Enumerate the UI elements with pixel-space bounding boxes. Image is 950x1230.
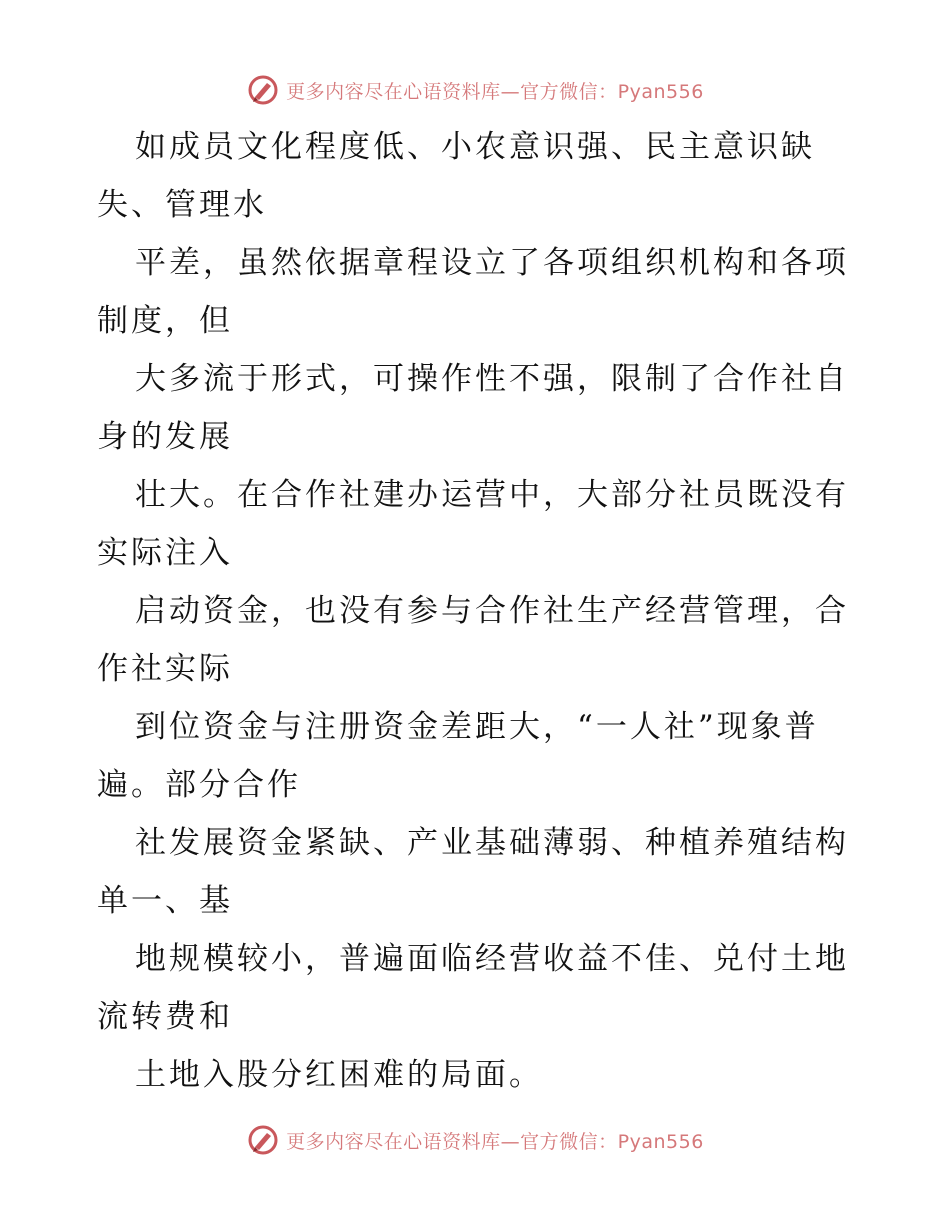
footer-watermark (0, 1120, 950, 1160)
text-line: 地规模较小，普遍面临经营收益不佳、兑付土地 (135, 941, 849, 977)
text-line: 制度，但 (97, 303, 233, 339)
text-line: 单一、基 (97, 883, 233, 919)
watermark-text: 更多内容尽在心语资料库—官方微信：Pyan556 (286, 80, 704, 103)
text-line: 失、管理水 (97, 187, 267, 223)
text-line: 身的发展 (97, 419, 233, 455)
text-line: 遍。部分合作 (97, 767, 301, 803)
pen-logo-icon (246, 73, 280, 107)
text-line: 启动资金，也没有参与合作社生产经营管理，合 (135, 593, 849, 629)
text-line: 社发展资金紧缺、产业基础薄弱、种植养殖结构 (135, 825, 849, 861)
text-line: 如成员文化程度低、小农意识强、民主意识缺 (135, 129, 815, 165)
text-line: 流转费和 (97, 999, 233, 1035)
text-line: 壮大。在合作社建办运营中，大部分社员既没有 (135, 477, 849, 513)
pen-logo-icon (246, 1123, 280, 1157)
header-watermark (0, 70, 950, 110)
watermark-text: 更多内容尽在心语资料库—官方微信：Pyan556 (286, 1130, 704, 1153)
text-line: 土地入股分红困难的局面。 (135, 1057, 543, 1093)
text-line: 大多流于形式，可操作性不强，限制了合作社自 (135, 361, 849, 397)
text-line: 作社实际 (97, 651, 233, 687)
document-body (97, 118, 857, 1104)
text-line: 到位资金与注册资金差距大，“一人社”现象普 (135, 709, 819, 745)
text-line: 实际注入 (97, 535, 233, 571)
text-line: 平差，虽然依据章程设立了各项组织机构和各项 (135, 245, 849, 281)
